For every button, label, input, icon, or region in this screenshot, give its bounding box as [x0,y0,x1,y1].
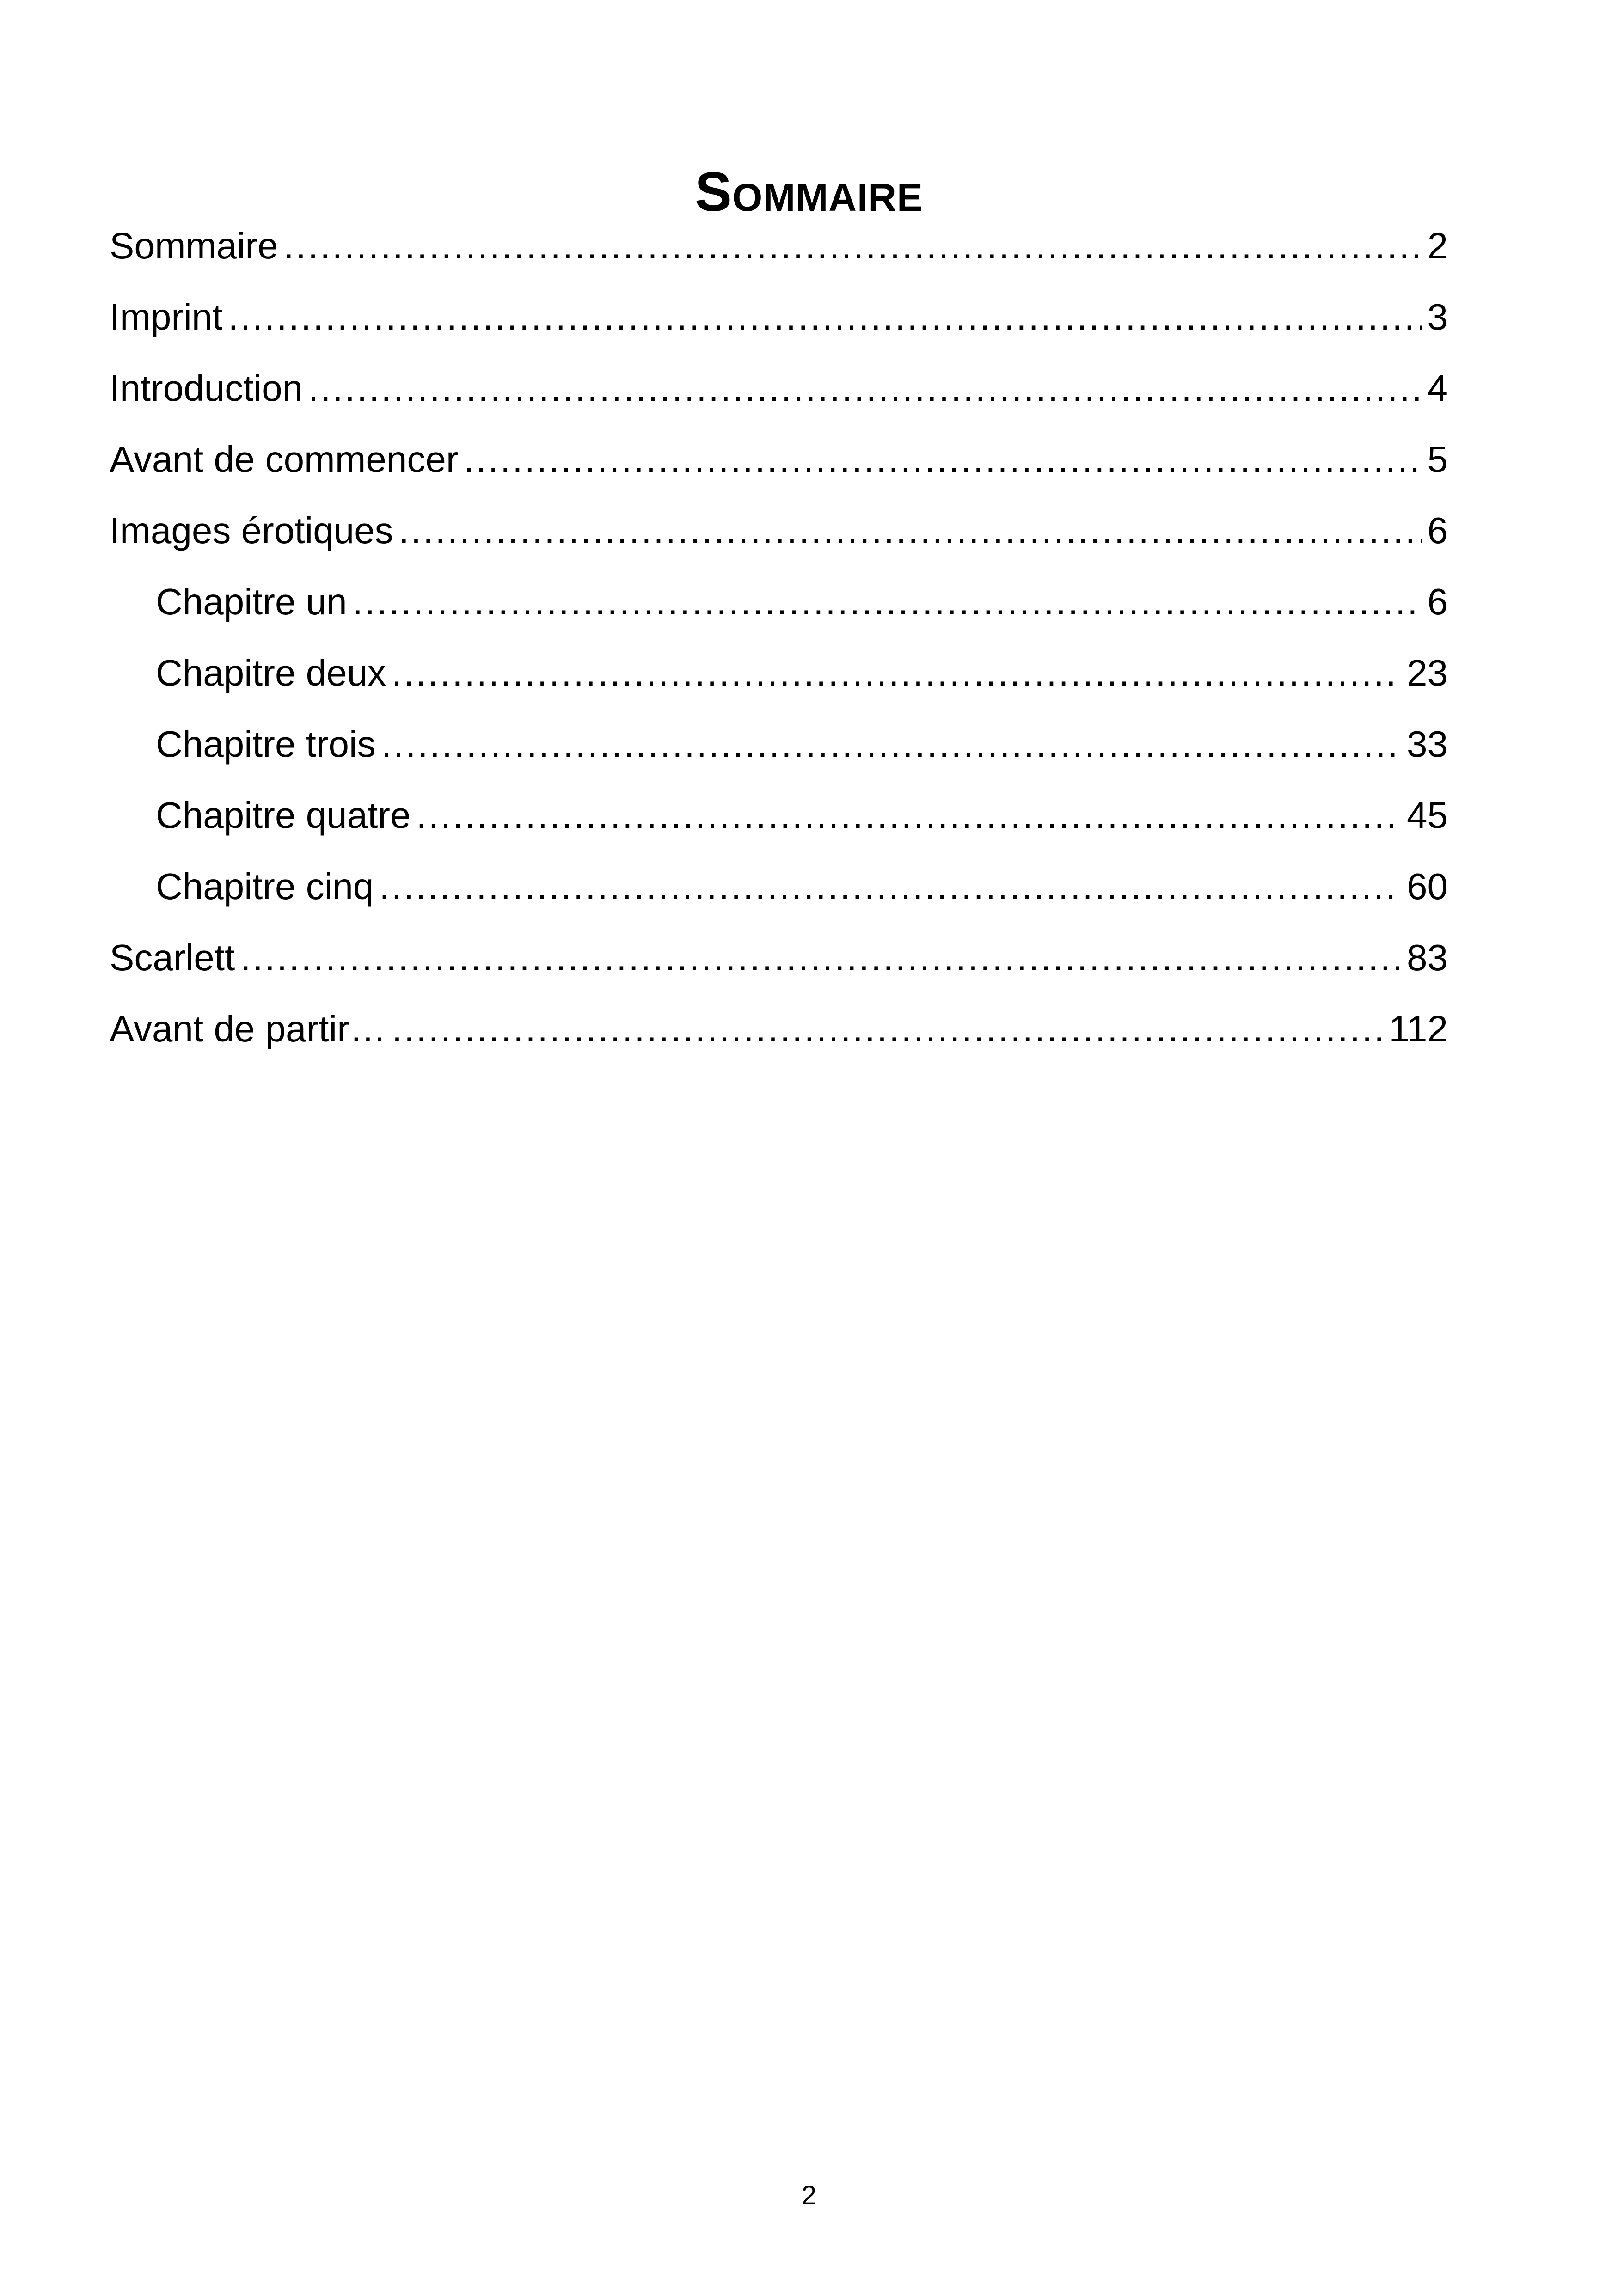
toc-entry-label: Avant de commencer [110,439,459,480]
toc-subentry[interactable] [110,780,1448,851]
toc-entry-page: 112 [1389,1008,1448,1049]
toc-dot-leader [353,566,1422,637]
toc-entry-label: Images érotiques [110,510,393,551]
toc-entry-page: 33 [1407,723,1448,765]
toc-dot-leader [399,495,1422,566]
toc-entry-page: 45 [1407,795,1448,836]
toc-entry[interactable] [110,210,1448,282]
toc-entry-page: 2 [1427,225,1448,266]
toc-dot-leader [464,424,1422,495]
toc-subentry[interactable] [110,709,1448,780]
toc-subentry[interactable] [110,637,1448,709]
toc-subentry[interactable] [110,566,1448,637]
toc-subentry[interactable] [110,851,1448,922]
toc-dot-leader [308,353,1422,424]
toc-entry-label: Imprint [110,296,223,337]
toc-entry-label: Chapitre quatre [156,795,411,836]
toc-entry-label: Scarlett [110,937,235,978]
toc-entry[interactable] [110,424,1448,495]
toc-entry[interactable] [110,282,1448,353]
toc-dot-leader [240,922,1401,993]
toc-dot-leader [228,282,1422,353]
table-of-contents [110,210,1448,1065]
page-number: 2 [801,2180,817,2210]
toc-dot-leader [392,993,1384,1065]
toc-dot-leader [392,637,1401,709]
toc-entry-page: 4 [1427,367,1448,409]
toc-dot-leader [381,709,1401,780]
toc-dot-leader [416,780,1401,851]
toc-entry-page: 6 [1427,581,1448,622]
toc-entry-label: Introduction [110,367,303,409]
toc-dot-leader [379,851,1401,922]
toc-entry-page: 6 [1427,510,1448,551]
toc-entry[interactable] [110,353,1448,424]
toc-entry-label: Chapitre un [156,581,347,622]
toc-entry[interactable] [110,495,1448,566]
toc-entry[interactable] [110,922,1448,993]
toc-entry-page: 5 [1427,439,1448,480]
toc-entry-label: Chapitre trois [156,723,376,765]
toc-entry-label: Chapitre deux [156,652,386,693]
toc-entry[interactable] [110,993,1448,1065]
page-title: Sommaire [694,161,923,223]
toc-entry-page: 60 [1407,866,1448,907]
toc-entry-label: Chapitre cinq [156,866,374,907]
toc-entry-label: Avant de partir… [110,1008,386,1049]
toc-entry-page: 3 [1427,296,1448,337]
toc-entry-label: Sommaire [110,225,278,266]
toc-entry-page: 23 [1407,652,1448,693]
toc-dot-leader [284,210,1422,282]
toc-entry-page: 83 [1407,937,1448,978]
